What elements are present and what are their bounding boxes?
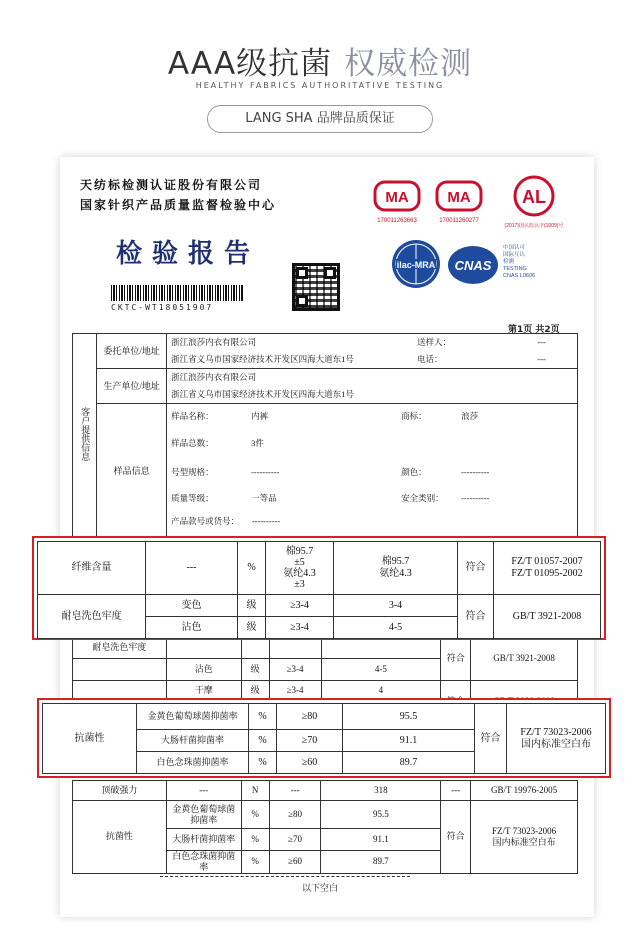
client-label: 委托单位/地址 xyxy=(97,334,167,369)
svg-text:AL: AL xyxy=(522,187,546,207)
qr-code xyxy=(292,263,340,311)
page-indicator: 第1页 共2页 xyxy=(508,325,560,335)
grade: 一等品 xyxy=(251,492,277,503)
hero-title-main: AAA级抗菌 xyxy=(167,46,333,82)
results-table-lower: 耐皂洗色牢度 符合 GB/T 3921-2008 沾色 级 ≥3-4 4-5 干摩 级 ≥3-4 4 xyxy=(72,636,578,723)
fiber-label: 纤维含量 xyxy=(38,542,146,595)
results-table-bottom: 顶破强力 --- N --- 318 --- GB/T 19976-2005 抗菌性 金黄色葡萄球菌抑菌率 % ≥80 95.5 符合 FZ/T 73023-2006 国内标准空白布 大肠杆菌抑菌率 % ≥70 91.1 白色念珠菌抑菌率 % ≥60 89.7 xyxy=(72,780,578,874)
institute-center: 国家针织产品质量监督检验中心 xyxy=(80,198,277,212)
sample-section-label: 样品信息 xyxy=(97,404,167,539)
client-address: 浙江省义乌市国家经济技术开发区四海大道东1号 xyxy=(171,354,354,365)
report-title: 检验报告 xyxy=(116,239,261,269)
svg-text:MA: MA xyxy=(385,189,409,206)
wash-fastness-label: 耐皂洗色牢度 xyxy=(38,595,146,639)
cnas-mark xyxy=(446,244,500,290)
product-no: ---------- xyxy=(251,515,281,526)
sample-qty: 3件 xyxy=(251,437,264,448)
color: ---------- xyxy=(461,466,490,477)
cal-mark: AL (2017)国认监认字(1009)号 xyxy=(498,174,570,229)
phone-value: --- xyxy=(537,354,546,365)
cma-logo-icon xyxy=(435,178,483,214)
barcode xyxy=(111,285,243,301)
institute-name: 天纺标检测认证股份有限公司 xyxy=(80,178,263,192)
cnas-caption: 中国认可 国际互认 检测 TESTING CNAS L0606 xyxy=(503,245,536,279)
sender-value: --- xyxy=(537,337,546,348)
model: ---------- xyxy=(251,466,280,477)
fiber-standard: FZ/T 01057-2007 FZ/T 01095-2002 xyxy=(494,542,601,595)
end-text: 以下空白 xyxy=(301,883,338,893)
cal-logo-icon xyxy=(511,174,557,218)
safety: ---------- xyxy=(461,492,490,503)
brand-pill: LANG SHA 品牌品质保证 xyxy=(207,105,433,133)
sender-label: 送样人： xyxy=(417,337,452,348)
svg-text:MA: MA xyxy=(447,189,471,206)
staph-value: 95.5 xyxy=(343,704,475,730)
antibac-label: 抗菌性 xyxy=(43,704,137,774)
cma-mark-2: MA 170011260277 xyxy=(430,178,488,224)
hero-title xyxy=(0,38,640,83)
svg-text:CNAS: CNAS xyxy=(454,258,492,273)
callout-antibacterial: 抗菌性 金黄色葡萄球菌抑菌率 % ≥80 95.5 符合 FZ/T 73023-2006 国内标准空白布 大肠杆菌抑菌率 % ≥70 91.1 白色念珠菌抑菌率 % ≥60 89.7 xyxy=(37,698,611,778)
client-info-table: 客户提供信息 委托单位/地址 浙江浪莎内衣有限公司 送样人： --- 浙江省义乌市国家经济技术开发区四海大道东1号 电话： --- 生产单位/地址 浙江浪莎内衣有限公司 浙江省义乌市国家经济技术开发区四海大道东1号 样品信息 样品名称： 内裤 商标： 浪莎 样品总数： 3件 号型规格： ---------- 颜色： ---------- 质量等级： 一等品 安全类别： ---------- 产品款号或货号： ---------- xyxy=(72,333,578,539)
fiber-result: 棉95.7 氨纶4.3 xyxy=(334,542,458,595)
sample-name: 内裤 xyxy=(251,410,269,421)
producer-label: 生产单位/地址 xyxy=(97,369,167,404)
client-section-label: 客户提供信息 xyxy=(73,334,97,539)
producer-address: 浙江省义乌市国家经济技术开发区四海大道东1号 xyxy=(171,389,354,400)
hero-subtitle: HEALTHY FABRICS AUTHORITATIVE TESTING xyxy=(195,81,445,90)
ilac-globe-icon xyxy=(390,238,442,290)
trademark: 浪莎 xyxy=(461,410,479,421)
producer-name: 浙江浪莎内衣有限公司 xyxy=(171,372,257,383)
candida-value: 89.7 xyxy=(343,752,475,774)
barcode-number: CKTC-WT18051907 xyxy=(111,303,214,312)
antibac-standard: FZ/T 73023-2006 国内标准空白布 xyxy=(507,704,606,774)
client-name: 浙江浪莎内衣有限公司 xyxy=(171,337,257,348)
end-divider xyxy=(160,876,410,877)
fade-value: 3-4 xyxy=(334,595,458,617)
ilac-mark xyxy=(390,238,442,294)
stain-value: 4-5 xyxy=(334,617,458,639)
phone-label: 电话： xyxy=(417,354,443,365)
hero-title-accent: 权威检测 xyxy=(344,46,473,82)
cma-logo-icon xyxy=(373,178,421,214)
cnas-logo-icon xyxy=(446,244,500,286)
svg-text:ilac-MRA: ilac-MRA xyxy=(396,260,436,270)
burst-value: 318 xyxy=(321,781,441,801)
burst-label: 顶破强力 xyxy=(73,781,167,801)
fiber-requirement: 棉95.7 ±5 氨纶4.3 ±3 xyxy=(266,542,334,595)
cma-mark-1: MA 170011263663 xyxy=(368,178,426,224)
callout-fiber-wash: 纤维含量 --- % 棉95.7 ±5 氨纶4.3 ±3 棉95.7 氨纶4.3 符合 FZ/T 01057-2007 FZ/T 01095-2002 耐皂洗色牢度 变色 级 ≥3-4 3-4 符合 GB/T 3921-2008 沾色 级 ≥3-4 4-5 xyxy=(32,536,606,640)
ecoli-value: 91.1 xyxy=(343,730,475,752)
